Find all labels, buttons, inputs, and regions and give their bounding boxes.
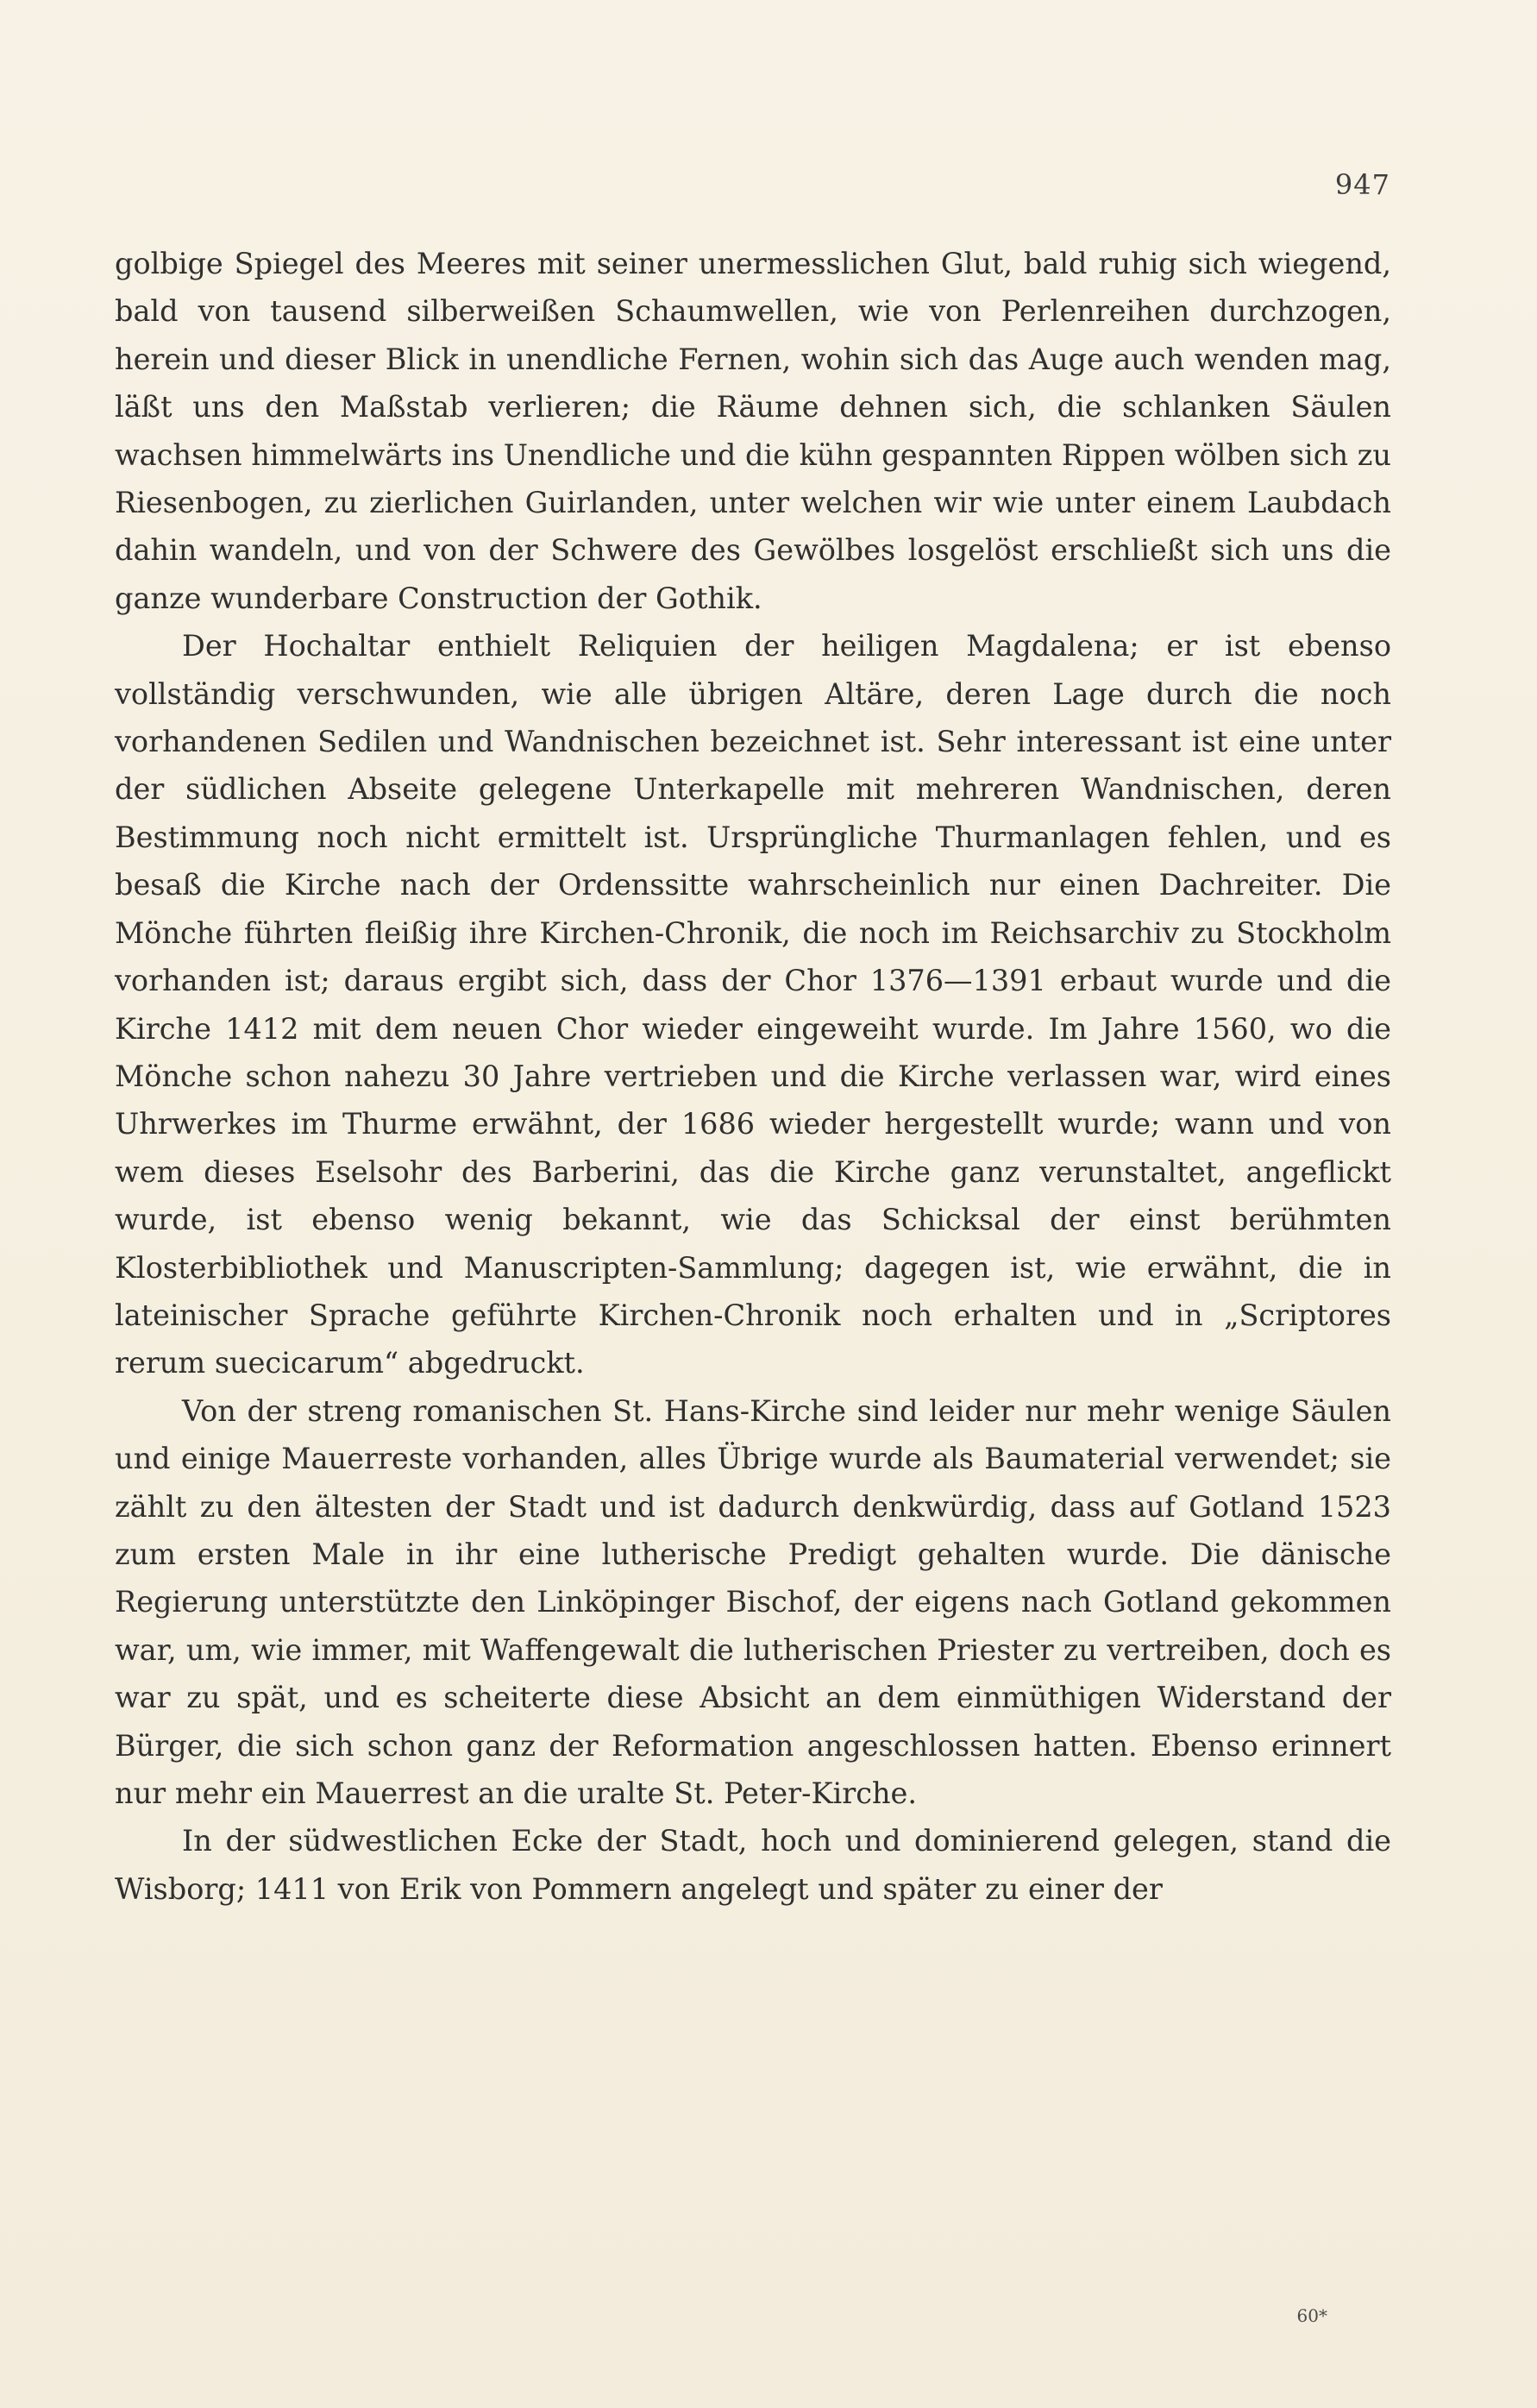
paragraph-4: In der südwestlichen Ecke der Stadt, hoch und dominierend gelegen, stand die Wisborg; 1411 von Erik von Pommern angelegt und später zu einer der	[115, 1824, 1391, 1906]
printer-signature: 60*	[1296, 2305, 1327, 2326]
page-number: 947	[1334, 168, 1390, 201]
body-text	[115, 240, 1391, 1913]
paragraph-1: golbige Spiegel des Meeres mit seiner unermesslichen Glut, bald ruhig sich wiegend, bald von tausend silberweißen Schaumwellen, wie von Perlenreihen durchzogen, herein und dieser Blick in unendliche Fernen, wohin sich das Auge auch wenden mag, läßt uns den Maßstab verlieren; die Räume dehnen sich, die schlanken Säulen wachsen himmelwärts ins Unendliche und die kühn gespannten Rippen wölben sich zu Riesenbogen, zu zierlichen Guirlanden, unter welchen wir wie unter einem Laubdach dahin wandeln, und von der Schwere des Gewölbes losgelöst erschließt sich uns die ganze wunderbare Construction der Gothik.	[115, 247, 1391, 615]
paragraph-3: Von der streng romanischen St. Hans-Kirche sind leider nur mehr wenige Säulen und einige Mauerreste vorhanden, alles Übrige wurde als Baumaterial verwendet; sie zählt zu den ältesten der Stadt und ist dadurch denkwürdig, dass auf Gotland 1523 zum ersten Male in ihr eine lutherische Predigt gehalten wurde. Die dänische Regierung unterstützte den Linköpinger Bischof, der eigens nach Gotland gekommen war, um, wie immer, mit Waffengewalt die lutherischen Priester zu vertreiben, doch es war zu spät, und es scheiterte diese Absicht an dem einmüthigen Widerstand der Bürger, die sich schon ganz der Reformation angeschlossen hatten. Ebenso erinnert nur mehr ein Mauerrest an die uralte St. Peter-Kirche.	[115, 1393, 1391, 1810]
paragraph-2: Der Hochaltar enthielt Reliquien der heiligen Magdalena; er ist ebenso vollständig verschwunden, wie alle übrigen Altäre, deren Lage durch die noch vorhandenen Sedilen und Wandnischen bezeichnet ist. Sehr interessant ist eine unter der südlichen Abseite gelegene Unterkapelle mit mehreren Wandnischen, deren Bestimmung noch nicht ermittelt ist. Ursprüngliche Thurmanlagen fehlen, und es besaß die Kirche nach der Ordenssitte wahrscheinlich nur einen Dachreiter. Die Mönche führten fleißig ihre Kirchen-Chronik, die noch im Reichsarchiv zu Stockholm vorhanden ist; daraus ergibt sich, dass der Chor 1376—1391 erbaut wurde und die Kirche 1412 mit dem neuen Chor wieder eingeweiht wurde. Im Jahre 1560, wo die Mönche schon nahezu 30 Jahre vertrieben und die Kirche verlassen war, wird eines Uhrwerkes im Thurme erwähnt, der 1686 wieder hergestellt wurde; wann und von wem dieses Eselsohr des Barberini, das die Kirche ganz verunstaltet, angeflickt wurde, ist ebenso wenig bekannt, wie das Schicksal der einst berühmten Klosterbibliothek und Manuscripten-Sammlung; dagegen ist, wie erwähnt, die in lateinischer Sprache geführte Kirchen-Chronik noch erhalten und in „Scriptores rerum suecicarum“ abgedruckt.	[115, 629, 1391, 1380]
